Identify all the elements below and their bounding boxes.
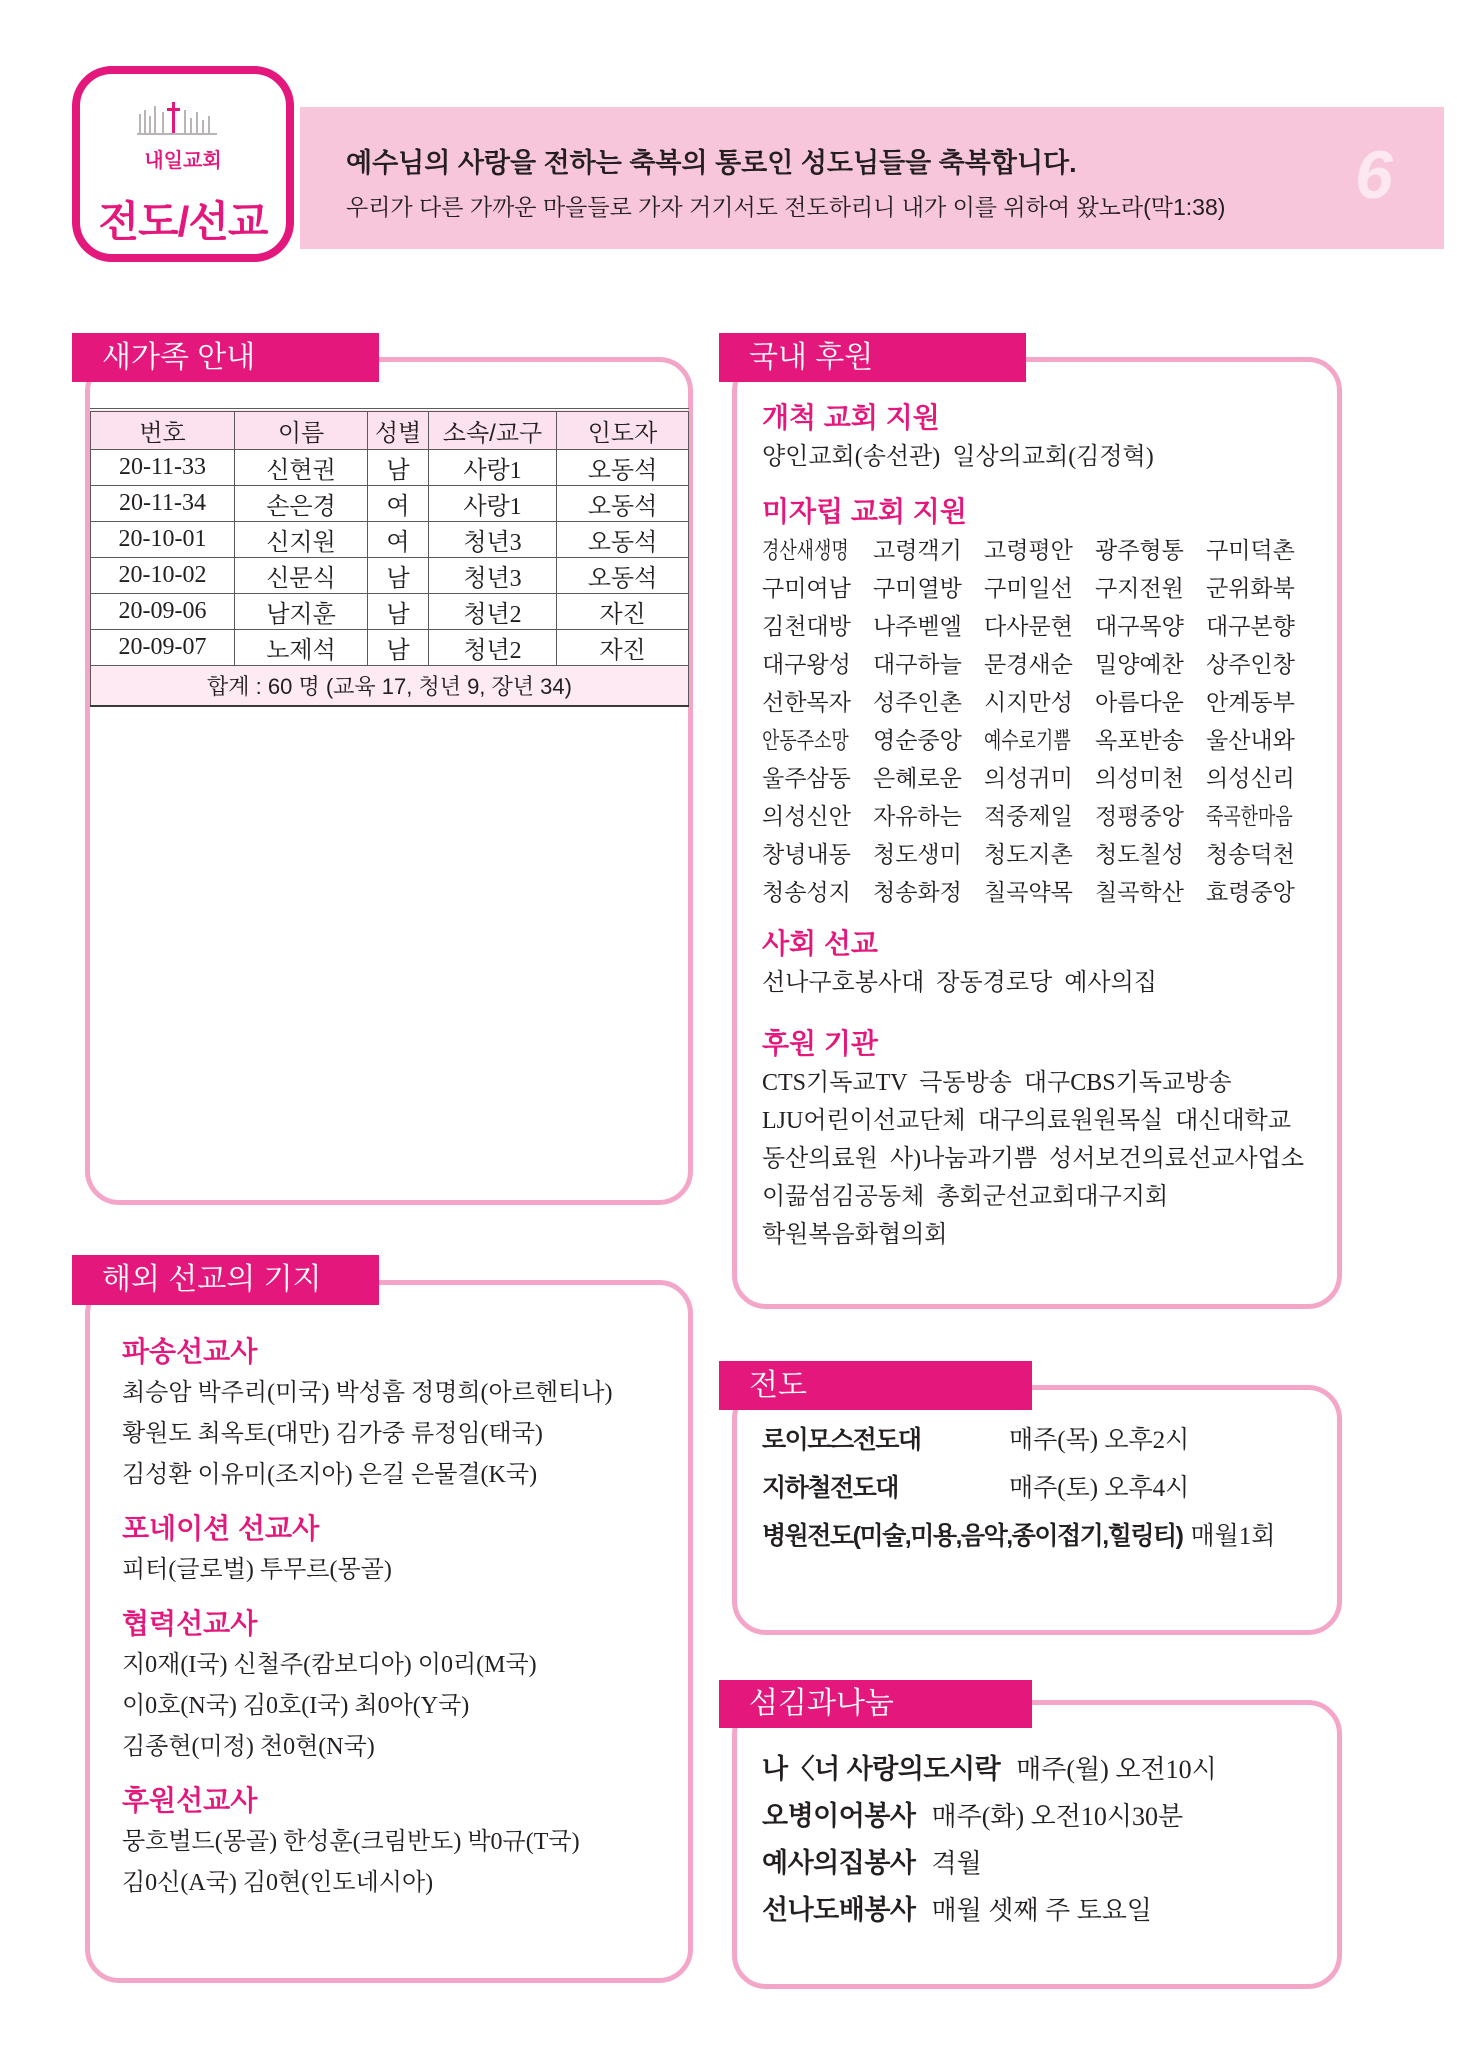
table-cell-guide: 오동석 [557,450,689,486]
church-name: 옥포반송 [1095,728,1184,753]
table-cell-guide: 자진 [557,594,689,630]
serving-content [762,1746,1334,1934]
evangelism-item [762,1512,1334,1560]
table-cell-name: 신현권 [235,450,368,486]
section-title: 전도/선교 [98,198,268,245]
table-cell-number: 20-09-07 [91,630,235,666]
domestic-tab: 국내 후원 [719,333,1026,382]
pioneer-heading: 개척 교회 지원 [762,402,940,433]
logo-box [72,66,294,262]
church-row [762,608,1334,646]
church-name: 청송성지 [762,880,851,905]
church-name: 안동주소망 [762,728,849,753]
missionary-group [122,1603,682,1768]
church-row [762,874,1334,912]
missionary-line: 지0재(I국) 신철주(캄보디아) 이0리(M국) [122,1652,537,1678]
serving-name: 선나도배봉사 [762,1895,916,1925]
evangelism-tab: 전도 [719,1361,1032,1410]
church-name: 안계동부 [1206,690,1295,715]
table-cell-gender: 남 [368,594,429,630]
table-cell-group: 청년3 [429,558,557,594]
church-name: 칠곡약목 [984,880,1073,905]
church-row [762,836,1334,874]
table-row [91,594,689,630]
domestic-content [762,398,1334,1254]
agency-line: CTS기독교TV 극동방송 대구CBS기독교방송 [762,1070,1232,1096]
church-name: 은혜로운 [873,766,962,791]
table-header [91,410,689,450]
church-name: 구미열방 [873,576,962,601]
serving-schedule: 매주(월) 오전10시 [1016,1755,1217,1784]
church-logo-name: 내일교회 [144,150,222,172]
church-name: 고령객기 [873,538,962,563]
new-family-table [90,408,689,707]
unself-church-grid [762,532,1334,912]
social-text: 선나구호봉사대 장동경로당 예사의집 [762,970,1157,996]
page-number: 6 [1355,137,1393,213]
church-row [762,798,1334,836]
column-header-number: 번호 [91,410,235,450]
banner-headline: 예수님의 사랑을 전하는 축복의 통로인 성도님들을 축복합니다. [346,148,1077,178]
table-cell-group: 청년2 [429,630,557,666]
serving-name: 오병이어봉사 [762,1801,916,1831]
table-cell-number: 20-11-34 [91,486,235,522]
column-header-guide: 인도자 [557,410,689,450]
church-name: 구미덕촌 [1206,538,1295,563]
table-row [91,558,689,594]
church-name: 대구왕성 [762,652,851,677]
social-heading: 사회 선교 [762,928,878,959]
missionary-line: 김성환 이유미(조지아) 은길 은물결(K국) [122,1462,538,1488]
evangelism-schedule: 매주(목) 오후2시 [1009,1427,1190,1454]
missionary-line: 피터(글로벌) 투무르(몽골) [122,1557,392,1583]
table-row [91,522,689,558]
church-name: 효령중앙 [1206,880,1295,905]
church-name: 죽곡한마음 [1206,804,1293,829]
church-row [762,570,1334,608]
table-cell-name: 손은경 [235,486,368,522]
church-name: 정평중앙 [1095,804,1184,829]
missionary-group-heading: 협력선교사 [122,1608,258,1639]
table-cell-gender: 남 [368,630,429,666]
church-name: 아름다운 [1095,690,1184,715]
table-cell-guide: 오동석 [557,522,689,558]
missionary-group [122,1508,682,1591]
church-name: 영순중앙 [873,728,962,753]
church-name: 자유하는 [873,804,962,829]
church-name: 나주벧엘 [873,614,962,639]
serving-name: 나〈너 사랑의도시락 [762,1754,1001,1784]
serving-schedule: 매주(화) 오전10시30분 [931,1802,1184,1831]
church-name: 구미여남 [762,576,851,601]
new-family-tbody [91,450,689,666]
missionary-line: 황원도 최옥토(대만) 김가중 류정임(태국) [122,1421,543,1447]
overseas-content [122,1331,682,1904]
agencies-list [762,1064,1334,1254]
overseas-tab: 해외 선교의 기지 [72,1255,379,1305]
church-name: 청도칠성 [1095,842,1184,867]
evangelism-content [762,1416,1334,1560]
church-name: 고령평안 [984,538,1073,563]
church-name: 청송화정 [873,880,962,905]
church-row [762,646,1334,684]
table-cell-group: 청년2 [429,594,557,630]
missionary-group-heading: 파송선교사 [122,1336,258,1367]
table-cell-number: 20-10-02 [91,558,235,594]
table-footer [91,666,689,707]
serving-schedule: 매월 셋째 주 토요일 [931,1896,1152,1925]
table-cell-gender: 남 [368,558,429,594]
agencies-heading: 후원 기관 [762,1028,878,1059]
missionary-group-heading: 포네이션 선교사 [122,1513,320,1544]
evangelism-item [762,1416,1334,1464]
table-cell-group: 사랑1 [429,486,557,522]
church-name: 청송덕천 [1206,842,1295,867]
table-cell-gender: 여 [368,486,429,522]
table-cell-name: 남지훈 [235,594,368,630]
table-total: 합계 : 60 명 (교육 17, 청년 9, 장년 34) [91,666,689,707]
church-row [762,760,1334,798]
church-name: 예수로기쁨 [984,728,1071,753]
missionary-group [122,1331,682,1496]
church-row [762,684,1334,722]
pioneer-text: 양인교회(송선관) 일상의교회(김정혁) [762,444,1154,470]
agency-line: 학원복음화협의회 [762,1222,948,1248]
missionary-line: 최승암 박주리(미국) 박성흠 정명희(아르헨티나) [122,1380,613,1406]
church-name: 칠곡학산 [1095,880,1184,905]
serving-schedule: 격월 [931,1849,982,1878]
missionary-group [122,1780,682,1904]
new-family-tab: 새가족 안내 [72,333,379,382]
church-name: 청도생미 [873,842,962,867]
agency-line: LJU어린이선교단체 대구의료원원목실 대신대학교 [762,1108,1292,1134]
evangelism-team-name: 병원전도(미술,미용,음악,종이접기,힐링티) [762,1522,1183,1550]
table-row [91,630,689,666]
church-name: 의성신리 [1206,766,1295,791]
banner-verse: 우리가 다른 가까운 마을들로 가자 거기서도 전도하리니 내가 이를 위하여 왔노라(막1:38) [346,194,1226,220]
missionary-line: 이0호(N국) 김0호(I국) 최0아(Y국) [122,1693,470,1719]
church-name: 대구하늘 [873,652,962,677]
missionary-line: 김0신(A국) 김0현(인도네시아) [122,1870,434,1896]
church-name: 청도지촌 [984,842,1073,867]
church-name: 선한목자 [762,690,851,715]
table-cell-guide: 오동석 [557,486,689,522]
table-cell-name: 신문식 [235,558,368,594]
table-cell-name: 노제석 [235,630,368,666]
church-name: 김천대방 [762,614,851,639]
church-row [762,722,1334,760]
table-cell-guide: 자진 [557,630,689,666]
serving-item [762,1840,1334,1887]
church-name: 광주형통 [1095,538,1184,563]
church-row [762,532,1334,570]
church-name: 의성귀미 [984,766,1073,791]
church-name: 경산새생명 [762,538,849,563]
column-header-gender: 성별 [368,410,429,450]
serving-item [762,1746,1334,1793]
table-cell-gender: 여 [368,522,429,558]
column-header-group: 소속/교구 [429,410,557,450]
evangelism-team-name: 지하철전도대 [762,1474,898,1502]
table-cell-group: 청년3 [429,522,557,558]
serving-name: 예사의집봉사 [762,1848,916,1878]
church-name: 군위화북 [1206,576,1295,601]
church-name: 문경새순 [984,652,1073,677]
evangelism-team-name: 로이모스전도대 [762,1426,921,1454]
table-cell-number: 20-11-33 [91,450,235,486]
serving-item [762,1887,1334,1934]
table-row [91,450,689,486]
church-name: 의성미천 [1095,766,1184,791]
serving-item [762,1793,1334,1840]
table-cell-gender: 남 [368,450,429,486]
church-name: 밀양예찬 [1095,652,1184,677]
missionary-group-heading: 후원선교사 [122,1785,258,1816]
table-cell-group: 사랑1 [429,450,557,486]
unself-heading: 미자립 교회 지원 [762,496,967,527]
church-name: 시지만성 [984,690,1073,715]
table-header-row [91,410,689,450]
table-row [91,486,689,522]
agency-line: 동산의료원 사)나눔과기쁨 성서보건의료선교사업소 [762,1146,1305,1172]
table-cell-number: 20-10-01 [91,522,235,558]
church-name: 의성신안 [762,804,851,829]
church-name: 대구목양 [1095,614,1184,639]
church-name: 창녕내동 [762,842,851,867]
church-name: 울산내와 [1206,728,1295,753]
church-name: 상주인창 [1206,652,1295,677]
table-total-row [91,666,689,707]
church-name: 구미일선 [984,576,1073,601]
evangelism-item [762,1464,1334,1512]
table-cell-guide: 오동석 [557,558,689,594]
table-cell-name: 신지원 [235,522,368,558]
church-name: 대구본향 [1206,614,1295,639]
evangelism-schedule: 매월1회 [1190,1523,1276,1550]
column-header-name: 이름 [235,410,368,450]
missionary-line: 김종현(미정) 천0현(N국) [122,1734,375,1760]
table-cell-number: 20-09-06 [91,594,235,630]
church-name: 다사문현 [984,614,1073,639]
church-name: 적중제일 [984,804,1073,829]
evangelism-schedule: 매주(토) 오후4시 [1009,1475,1190,1502]
church-name: 울주삼동 [762,766,851,791]
missionary-line: 뭉흐벌드(몽골) 한성훈(크림반도) 박0규(T국) [122,1829,580,1855]
church-name: 성주인촌 [873,690,962,715]
header-banner [300,107,1444,249]
church-name: 구지전원 [1095,576,1184,601]
church-skyline-icon [137,100,217,136]
serving-tab: 섬김과나눔 [719,1680,1032,1728]
agency-line: 이끎섬김공동체 총회군선교회대구지회 [762,1184,1169,1210]
